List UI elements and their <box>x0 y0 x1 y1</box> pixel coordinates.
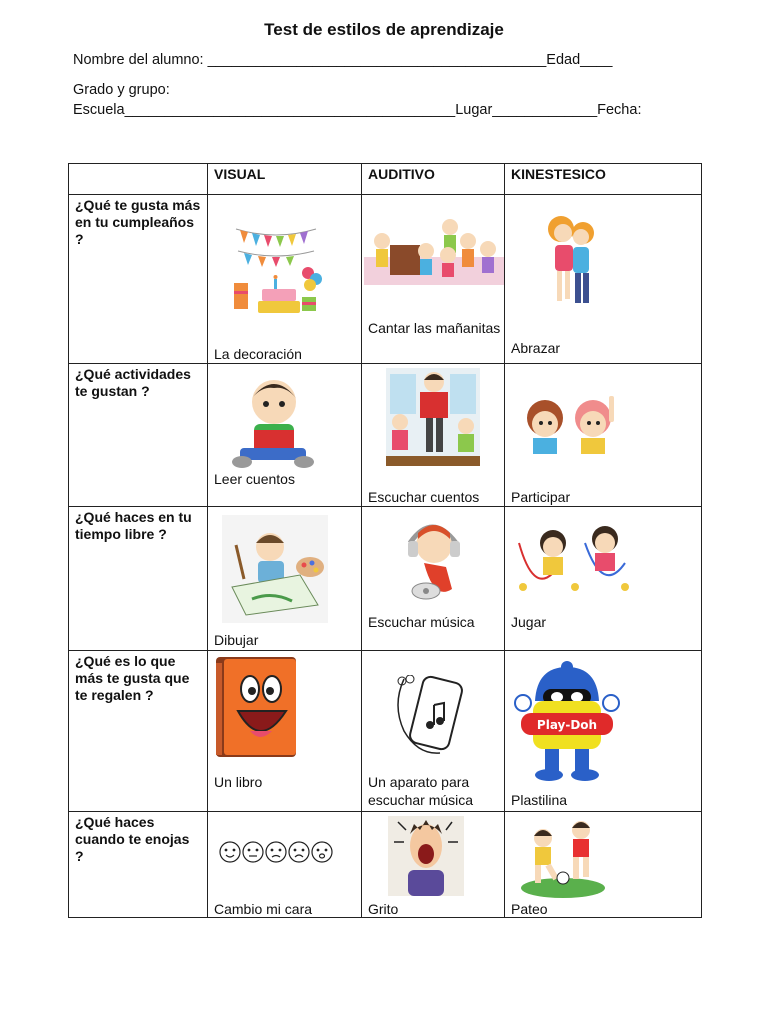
header-empty <box>69 164 208 195</box>
kinestesico-cell <box>505 651 702 812</box>
visual-answer: Dibujar <box>214 632 259 648</box>
auditivo-answer: Escuchar música <box>368 614 475 630</box>
question-cell: ¿Qué actividades te gustan ? <box>69 364 208 507</box>
kinestesico-cell <box>505 195 702 364</box>
table-row <box>69 651 702 812</box>
header-visual: VISUAL <box>208 164 362 195</box>
boy-shouting-image <box>388 816 464 896</box>
kids-playing-soccer-image <box>519 816 607 900</box>
playdoh-logo: Play-Doh <box>536 718 598 732</box>
headphones-music-image <box>396 513 470 603</box>
question-cell: ¿Qué haces en tu tiempo libre ? <box>69 507 208 651</box>
auditivo-cell <box>362 812 505 918</box>
emoji-faces-image <box>218 840 334 864</box>
cartoon-book-image <box>214 655 300 761</box>
grade-group-line: Grado y grupo: <box>73 82 170 98</box>
auditivo-cell <box>362 507 505 651</box>
learning-styles-table <box>68 163 702 918</box>
auditivo-cell <box>362 195 505 364</box>
kids-jumping-rope-image <box>513 513 637 593</box>
auditivo-cell <box>362 651 505 812</box>
header-kinestesico: KINESTESICO <box>505 164 702 195</box>
kinestesico-answer: Pateo <box>511 901 548 917</box>
question-cell: ¿Qué es lo que más te gusta que te regalen ? <box>69 651 208 812</box>
visual-answer: La decoración <box>214 346 302 362</box>
kids-raising-hands-image <box>521 392 621 454</box>
kinestesico-answer: Plastilina <box>511 792 568 808</box>
table-row <box>69 364 702 507</box>
auditivo-answer: Grito <box>368 901 399 917</box>
kinestesico-cell <box>505 812 702 918</box>
visual-answer: Cambio mi cara <box>214 901 313 917</box>
school-place-date-line: Escuela_________________________________________Lugar_____________Fecha: <box>73 102 642 118</box>
header-auditivo: AUDITIVO <box>362 164 505 195</box>
visual-cell <box>208 507 362 651</box>
visual-cell <box>208 364 362 507</box>
kinestesico-answer: Participar <box>511 489 571 505</box>
kinestesico-cell <box>505 364 702 507</box>
children-hugging-image <box>541 211 605 311</box>
boy-reading-image <box>232 374 314 472</box>
visual-answer: Leer cuentos <box>214 471 295 487</box>
question-cell: ¿Qué te gusta más en tu cumpleaños ? <box>69 195 208 364</box>
auditivo-cell <box>362 364 505 507</box>
table-row <box>69 195 702 364</box>
auditivo-answer: Escuchar cuentos <box>368 489 480 505</box>
kinestesico-answer: Jugar <box>511 614 547 630</box>
header-row <box>69 164 702 195</box>
auditivo-answer: Un aparato para escuchar música <box>368 774 474 808</box>
question-cell: ¿Qué haces cuando te enojas ? <box>69 812 208 918</box>
student-name-line: Nombre del alumno: __________________________________________Edad____ <box>73 52 613 68</box>
visual-cell <box>208 195 362 364</box>
visual-answer: Un libro <box>214 774 263 790</box>
page-title: Test de estilos de aprendizaje <box>264 20 504 39</box>
playdoh-mascot-image <box>513 661 621 783</box>
storyteller-image <box>386 368 480 466</box>
children-singing-image <box>364 217 504 285</box>
boy-painting-image <box>222 515 328 623</box>
auditivo-answer: Cantar las mañanitas <box>368 320 501 336</box>
kinestesico-cell <box>505 507 702 651</box>
music-player-image <box>390 675 470 761</box>
table-row <box>69 507 702 651</box>
kinestesico-answer: Abrazar <box>511 340 561 356</box>
visual-cell <box>208 812 362 918</box>
table-row <box>69 812 702 918</box>
birthday-decoration-image <box>228 217 324 321</box>
visual-cell <box>208 651 362 812</box>
